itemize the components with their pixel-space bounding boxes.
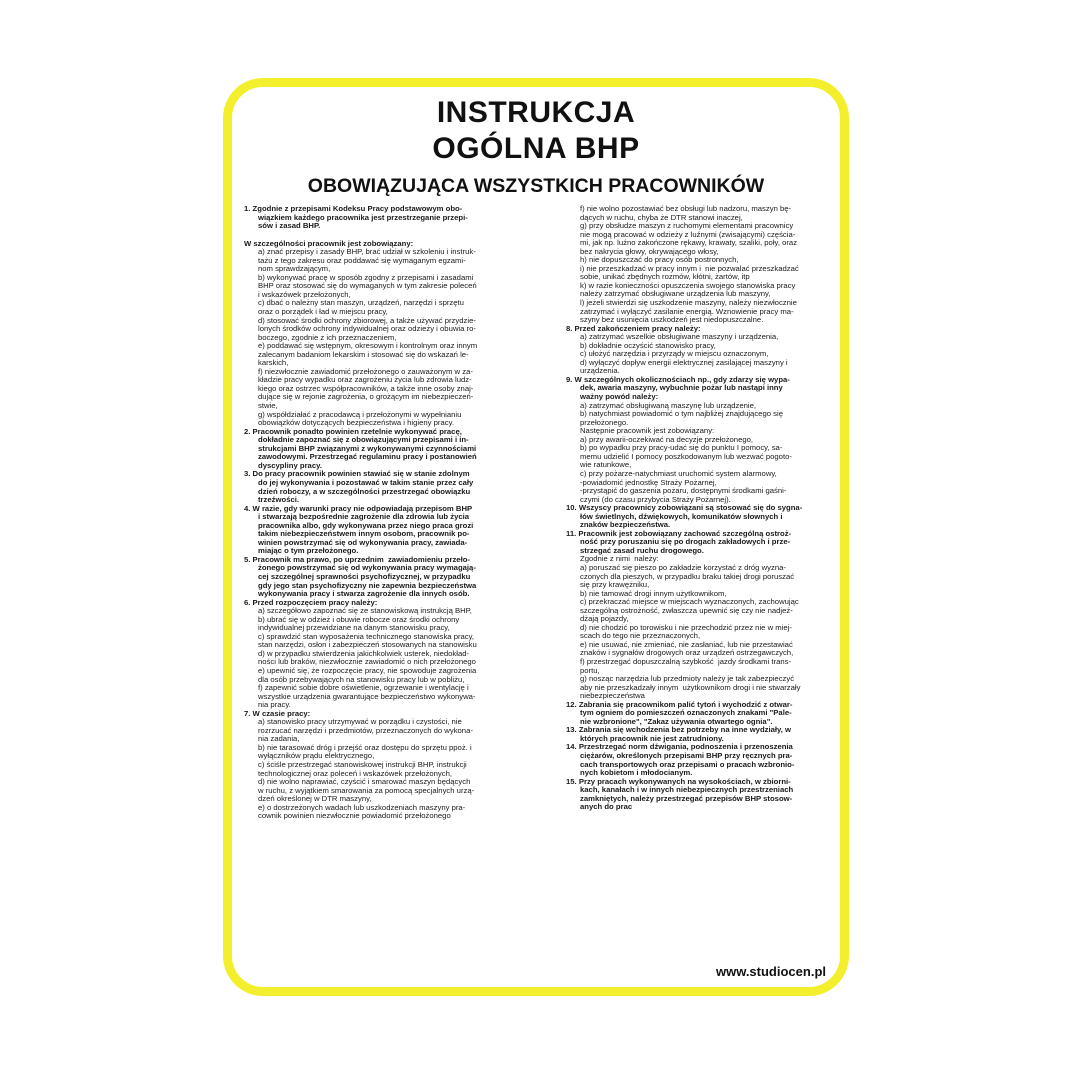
text-line: f) niezwłocznie zawiadomić przełożonego o zauważonym w za-: [258, 366, 473, 376]
text-line: 5. Pracownik ma prawo, po uprzednim zawiadomieniu przeło-: [244, 554, 470, 564]
text-line: anych do prac: [580, 802, 633, 812]
text-line: 14. Przestrzegać norm dźwigania, podnoszenia i przenoszenia: [566, 742, 793, 752]
text-line: których pracownik nie jest zatrudniony.: [580, 733, 724, 743]
text-line: dzień roboczy, a w szczególności przestrzegać obowiązku: [258, 486, 471, 496]
text-line: kiego oraz ostrzec współpracowników, a także inne osoby znaj-: [258, 383, 474, 393]
text-line: sobie, unikać zbędnych rozmów, kłótni, żartów, itp: [580, 272, 750, 282]
text-line: czonych dla pieszych, w przypadku braku takiej drogi poruszać: [580, 571, 795, 581]
bhp-instruction-sign: [223, 78, 849, 996]
text-line: dzeń określonej w DTR maszyny,: [258, 794, 372, 804]
text-line: c) dbać o należny stan maszyn, urządzeń, narzędzi i sprzętu: [258, 298, 464, 308]
text-line: zalecanym badaniom lekarskim i stosować się do wskazań le-: [258, 349, 469, 359]
text-line: łów świetlnych, dźwiękowych, komunikatów słownych i: [580, 511, 783, 521]
text-line: zatrzymać i wyłączyć zasilanie energią. Wznowienie pracy ma-: [580, 306, 794, 316]
text-line: 2. Pracownik ponadto powinien rzetelnie wykonywać pracę,: [244, 426, 462, 436]
title-line-2: OGÓLNA BHP: [432, 132, 640, 165]
text-line: b) wykonywać pracę w sposób zgodny z przepisami i zasadami: [258, 272, 474, 282]
text-line: znaków i sygnałów drogowych oraz urządzeń ostrzegawczych,: [580, 648, 794, 658]
text-line: urządzenia.: [580, 366, 620, 376]
text-line: niebezpieczeństwa: [580, 691, 645, 701]
text-line: nia zadania,: [258, 734, 300, 744]
text-line: d) wyłączyć dopływ energii elektrycznej zasilającej maszyny i: [580, 357, 788, 367]
text-line: przełożonego.: [580, 417, 629, 427]
text-line: 12. Zabrania się pracownikom palić tytoń i wychodzić z otwar-: [566, 699, 793, 709]
text-line: e) nie usuwać, nie zmieniać, nie zasłaniać, lub nie przestawiać: [580, 639, 793, 649]
text-line: cej szczególnej sprawności psychofizycznej, w przypadku: [258, 571, 471, 581]
text-line: nie mogą pracować w odzieży z luźnymi (zwisającymi) częścia-: [580, 229, 796, 239]
text-line: gdy jego stan psychofizyczny nie zapewnia bezpieczeństwa: [258, 580, 477, 590]
text-line: a) stanowisko pracy utrzymywać w porządku i czystości, nie: [258, 717, 462, 727]
text-line: 7. W czasie pracy:: [244, 708, 311, 718]
text-line: c) ułożyć narzędzia i przyrządy w miejscu oznaczonym,: [580, 349, 769, 359]
text-line: mi, jak np. luźno zakończone rękawy, krawaty, szaliki, poły, oraz: [580, 238, 798, 248]
text-line: nia pracy.: [258, 700, 291, 710]
text-line: b) nie tamować drogi innym użytkownikom,: [580, 588, 727, 598]
text-line: takim niebezpieczeństwem innym osobom, pracownik po-: [258, 529, 470, 539]
text-line: b) po wypadku przy pracy-udać się do punktu I pomocy, sa-: [580, 443, 783, 453]
text-line: miając o tym przełożonego.: [258, 546, 359, 556]
text-line: ciężarów, określonych przepisami BHP przy ręcznych pra-: [580, 751, 793, 760]
text-line: cownik powinien niezwłocznie powiadomić przełożonego: [258, 811, 451, 821]
text-line: W szczególności pracownik jest zobowiązany:: [244, 238, 414, 248]
text-line: nych kobietom i młodocianym.: [580, 768, 693, 778]
text-line: k) w razie konieczności opuszczenia swojego stanowiska pracy: [580, 280, 796, 290]
text-line: b) natychmiast powiadomić o tym najbliżej znajdującego się: [580, 409, 783, 419]
text-line: nom sprawdzającym,: [258, 264, 331, 274]
text-line: strzegać zasad ruchu drogowego.: [580, 545, 704, 555]
text-line: dek, awaria maszyny, wybuchnie pożar lub nastąpi inny: [580, 383, 783, 393]
text-line: strukcjami BHP związanymi z wykonywanymi czynnościami: [258, 443, 477, 453]
text-line: boczego, zgodnie z ich przeznaczeniem,: [258, 332, 397, 342]
text-line: 4. W razie, gdy warunki pracy nie odpowiadają przepisom BHP: [244, 503, 473, 513]
text-line: scach do tego nie przeznaczonych,: [580, 631, 701, 641]
text-line: c) przekraczać miejsce w miejscach wyznaczonych, zachowując: [580, 597, 799, 607]
text-line: do jej wykonywania i pozostawać w takim stanie przez cały: [258, 477, 474, 487]
text-line: a) zatrzymać wszelkie obsługiwane maszyny i urządzenia,: [580, 332, 779, 342]
text-line: stwie,: [258, 401, 278, 411]
text-line: wyłączników prądu elektrycznego,: [258, 751, 375, 761]
text-line: wykonywania pracy i stwarza zagrożenie dla innych osób.: [258, 589, 470, 599]
text-line: -przystąpić do gaszenia pożaru, dostępnymi środkami gaśni-: [580, 486, 787, 496]
text-line: a) przy awarii-oczekiwać na decyzje przełożonego,: [580, 434, 754, 444]
text-line: trzeźwości.: [258, 495, 300, 505]
text-line: g) przy obsłudze maszyn z ruchomymi elementami pracownicy: [580, 221, 794, 231]
text-line: nie wzbronione", "Zakaz używania otwartego ognia".: [580, 716, 773, 726]
text-line: portu,: [580, 665, 600, 675]
text-line: dących w ruchu, chyba że DTR stanowi inaczej,: [580, 212, 743, 222]
text-line: oraz o porządek i ład w miejscu pracy,: [258, 307, 388, 317]
text-line: ważny powód należy:: [580, 392, 659, 402]
text-line: 1. Zgodnie z przepisami Kodeksu Pracy podstawowym obo-: [244, 204, 463, 213]
text-line: w ruchu, z wyjątkiem smarowania za pomocą specjalnych urzą-: [258, 785, 475, 795]
text-line: e) o dostrzeżonych wadach lub uszkodzeniach maszyny pra-: [258, 802, 466, 812]
text-line: stan narzędzi, osłon i zabezpieczeń stosowanych na stanowisku: [258, 640, 477, 650]
text-line: lonych środków ochrony indywidualnej oraz odzieży i obuwia ro-: [258, 324, 476, 334]
text-line: 9. W szczególnych okolicznościach np., gdy zdarzy się wypa-: [566, 374, 790, 384]
text-line: dżają pojazdy,: [580, 614, 629, 624]
text-line: g) nosząc narzędzia lub przedmioty należy je tak zabezpieczyć: [580, 674, 795, 684]
text-line: Zgodnie z nimi należy:: [580, 554, 659, 564]
text-line: d) nie chodzić po torowisku i nie przechodzić przez nie w miej-: [580, 622, 792, 632]
text-line: tażu z tego zakresu oraz poddawać się wymaganym egzami-: [258, 255, 466, 265]
text-line: i) nie przeszkadzać w pracy innym i nie pozwalać przeszkadzać: [580, 263, 799, 273]
text-line: i stwarzają bezpośrednie zagrożenie dla zdrowia lub życia: [258, 512, 470, 522]
text-line: g) współdziałać z pracodawcą i przełożonymi w wypełnianiu: [258, 409, 462, 419]
text-line: e) upewnić się, że rozpoczęcie pracy, nie spowoduje zagrożenia: [258, 665, 477, 675]
text-line: c) przy pożarze-natychmiast uruchomić system alarmowy,: [580, 468, 777, 478]
text-line: -powiadomić jednostkę Straży Pożarnej,: [580, 477, 717, 487]
text-line: memu udzielić I pomocy poszkodowanym lub wezwać pogoto-: [580, 451, 792, 461]
text-line: żonego powstrzymać się od wykonywania pracy wymagają-: [258, 563, 476, 573]
text-line: zawodowymi. Przestrzegać regulaminu pracy i postanowień: [258, 452, 477, 462]
text-line: 6. Przed rozpoczęciem pracy należy:: [244, 597, 378, 607]
text-line: wiązkiem każdego pracownika jest przestrzeganie przepi-: [258, 212, 468, 222]
text-line: a) znać przepisy i zasady BHP, brać udział w szkoleniu i instruk-: [258, 247, 476, 257]
text-line: b) nie tarasować dróg i przejść oraz dostępu do sprzętu ppoż. i: [258, 742, 472, 752]
text-line: technologicznej oraz poleceń i wskazówek przełożonych,: [258, 768, 453, 778]
text-line: c) sprawdzić stan wyposażenia technicznego stanowiska pracy,: [258, 631, 475, 641]
text-line: 8. Przed zakończeniem pracy należy:: [566, 323, 701, 333]
text-line: b) ubrać się w odzież i obuwie robocze oraz środki ochrony: [258, 614, 460, 624]
text-line: f) nie wolno pozostawiać bez obsługi lub nadzoru, maszyn bę-: [580, 204, 792, 213]
text-line: szyny bez usunięcia uszkodzeń jest niedopuszczalne.: [580, 315, 764, 325]
text-line: dla osób przebywających na stanowisku pracy lub w pobliżu,: [258, 674, 465, 684]
text-line: kładzie pracy wypadku oraz zagrożeniu życia lub zdrowia ludz-: [258, 375, 472, 385]
text-line: wie ratunkowe,: [580, 460, 632, 470]
text-line: f) zapewnić sobie dobre oświetlenie, ogrzewanie i wentylację i: [258, 683, 469, 693]
text-line: indywidualnej przewidziane na danym stanowisku pracy,: [258, 623, 450, 633]
text-line: dujące się w rejonie zagrożenia, o grożącym im niebezpieczeń-: [258, 392, 474, 402]
text-line: b) dokładnie oczyścić stanowisko pracy,: [580, 340, 716, 350]
text-line: aby nie przeszkadzały innym użytkownikom drogi i nie stwarzały: [580, 682, 801, 692]
text-line: cach transportowych oraz przepisami o pracach wzbronio-: [580, 759, 795, 769]
text-line: e) poddawać się wstępnym, okresowym i kontrolnym oraz innym: [258, 341, 478, 351]
text-line: wszystkie urządzenia gwarantujące bezpieczeństwo wykonywa-: [258, 691, 476, 701]
text-line: d) w przypadku stwierdzenia jakichkolwiek usterek, niedokład-: [258, 648, 470, 658]
text-line: c) ściśle przestrzegać stanowiskowej instrukcji BHP, instrukcji: [258, 760, 467, 769]
text-line: ność przy poruszaniu się po drogach zakładowych i prze-: [580, 537, 791, 547]
text-line: dyscypliny pracy.: [258, 460, 322, 470]
text-line: 11. Pracownik jest zobowiązany zachować szczególną ostroż-: [566, 528, 792, 538]
text-line: a) zatrzymać obsługiwaną maszynę lub urządzenie,: [580, 400, 757, 410]
text-line: d) nie wolno naprawiać, czyścić i smarować maszyn będących: [258, 777, 471, 787]
text-line: 15. Przy pracach wykonywanych na wysokościach, w zbiorni-: [566, 776, 791, 786]
text-line: obowiązków dotyczących bezpieczeństwa i higieny pracy.: [258, 418, 454, 428]
text-line: tym ogniem do pomieszczeń oznaczonych znakami "Pale-: [580, 708, 792, 718]
website-footer: www.studiocen.pl: [715, 964, 826, 979]
text-line: rozrzucać narzędzi i przedmiotów, przeznaczonych do wykona-: [258, 725, 473, 735]
text-line: pracownika albo, gdy wykonywana przez niego praca grozi: [258, 520, 474, 530]
text-line: zamkniętych, należy przestrzegać przepisów BHP stosow-: [580, 793, 793, 803]
text-line: i wskazówek przełożonych,: [258, 289, 351, 299]
text-line: 13. Zabrania się wchodzenia bez potrzeby na inne wydziały, w: [566, 725, 791, 735]
text-line: BHP oraz stosować się do wymaganych w tym zakresie poleceń: [258, 281, 477, 291]
text-line: Następnie pracownik jest zobowiązany:: [580, 426, 715, 436]
text-line: się przy krawężniku,: [580, 580, 650, 590]
text-line: 3. Do pracy pracownik powinien stawiać się w stanie zdolnym: [244, 469, 470, 479]
text-line: a) szczegółowo zapoznać się ze stanowiskową instrukcją BHP,: [258, 606, 472, 616]
text-line: ności lub braków, niezwłocznie zawiadomić o nich przełożonego: [258, 657, 476, 667]
text-line: h) nie dopuszczać do pracy osób postronnych,: [580, 255, 739, 265]
text-line: sów i zasad BHP.: [258, 221, 321, 231]
left-text-column: [244, 205, 530, 821]
right-text-column: [566, 205, 842, 812]
title-line-1: INSTRUKCJA: [436, 96, 636, 129]
text-line: szczególną ostrożność, zwłaszcza upewnić się czy nie nadjeż-: [580, 605, 793, 615]
text-line: 10. Wszyscy pracownicy zobowiązani są stosować się do sygna-: [566, 503, 803, 513]
text-line: czymi (do czasu przybycia Straży Pożarnej).: [580, 494, 731, 504]
text-line: d) stosować środki ochrony zbiorowej, a także używać przydzie-: [258, 315, 476, 325]
text-line: znaków bezpieczeństwa.: [580, 520, 671, 530]
subtitle: OBOWIĄZUJĄCA WSZYSTKICH PRACOWNIKÓW: [307, 175, 765, 197]
text-line: należy zatrzymać obsługiwane urządzenia lub maszyny,: [580, 289, 771, 299]
text-line: kach, kanałach i w innych niebezpiecznych przestrzeniach: [580, 785, 794, 795]
text-line: f) przestrzegać dopuszczalną szybkość jazdy środkami trans-: [580, 656, 792, 666]
text-line: winien powstrzymać się od wykonywania pracy, zawiada-: [258, 537, 468, 547]
text-line: bez nakrycia głowy, okrywającego włosy,: [580, 246, 719, 256]
text-line: karskich,: [258, 358, 289, 368]
text-line: l) jeżeli stwierdzi się uszkodzenie maszyny, należy niezwłocznie: [580, 298, 797, 308]
text-line: dokładnie zapoznać się z obowiązującymi przepisami i in-: [258, 435, 469, 445]
text-line: a) poruszać się pieszo po zakładzie korzystać z dróg wyzna-: [580, 562, 786, 572]
